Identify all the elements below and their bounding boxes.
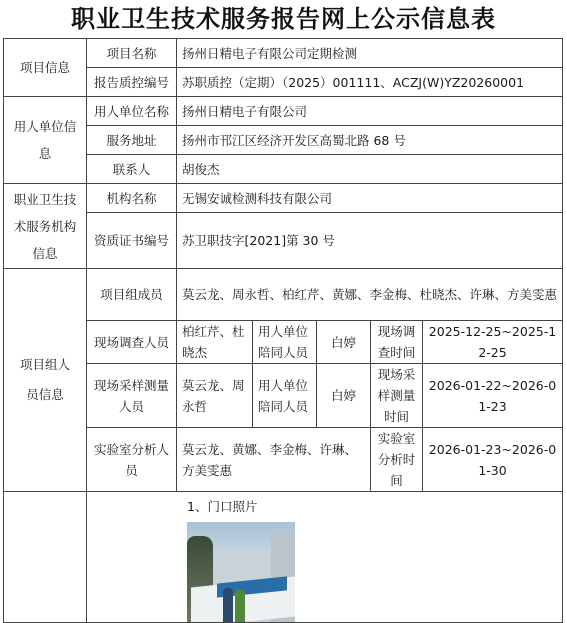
contact-value: 胡俊杰	[177, 155, 563, 184]
cert-no-label: 资质证书编号	[87, 213, 177, 269]
cert-no-value: 苏卫职技字[2021]第 30 号	[177, 213, 563, 269]
service-address-value: 扬州市邗江区经济开发区高蜀北路 68 号	[177, 126, 563, 155]
team-members-label: 项目组成员	[87, 269, 177, 321]
service-address-label: 服务地址	[87, 126, 177, 155]
project-name-value: 扬州日精电子有限公司定期检测	[177, 39, 563, 68]
agency-name-value: 无锡安诚检测科技有限公司	[177, 184, 563, 213]
agency-name-label: 机构名称	[87, 184, 177, 213]
lab-staff-value: 莫云龙、黄娜、李金梅、许琳、方美雯惠	[177, 428, 371, 492]
lab-time-label: 实验室分析时间	[371, 428, 423, 492]
page-title: 职业卫生技术服务报告网上公示信息表	[71, 5, 496, 33]
agency-group-label: 职业卫生技术服务机构信息	[4, 184, 87, 269]
disclosure-table	[3, 38, 563, 623]
employer-name-label: 用人单位名称	[87, 97, 177, 126]
photo-left-cell	[4, 492, 87, 623]
project-group-label: 项目信息	[4, 39, 87, 97]
survey-time-value: 2025-12-25~2025-12-25	[423, 321, 563, 364]
project-name-label: 项目名称	[87, 39, 177, 68]
survey-staff-label: 现场调查人员	[87, 321, 177, 364]
lab-time-value: 2026-01-23~2026-01-30	[423, 428, 563, 492]
contact-label: 联系人	[87, 155, 177, 184]
survey-time-label: 现场调查时间	[371, 321, 423, 364]
sampling-time-value: 2026-01-22~2026-01-23	[423, 364, 563, 428]
sampling-staff-label: 现场采样测量人员	[87, 364, 177, 428]
report-no-value: 苏职质控（定期）（2025）001111、ACZJ(W)YZ20260001	[177, 68, 563, 97]
survey-escort-label: 用人单位陪同人员	[253, 321, 317, 364]
sampling-staff-value: 莫云龙、周永哲	[177, 364, 253, 428]
employer-name-value: 扬州日精电子有限公司	[177, 97, 563, 126]
employer-group-label: 用人单位信息	[4, 97, 87, 184]
survey-staff-value: 柏红芹、杜晓杰	[177, 321, 253, 364]
gate-photo	[187, 522, 295, 622]
sampling-time-label: 现场采样测量时间	[371, 364, 423, 428]
team-group-label: 项目组人员信息	[4, 269, 87, 492]
sampling-escort-label: 用人单位陪同人员	[253, 364, 317, 428]
team-members-value: 莫云龙、周永哲、柏红芹、黄娜、李金梅、杜晓杰、许琳、方美雯惠	[177, 269, 563, 321]
lab-staff-label: 实验室分析人员	[87, 428, 177, 492]
report-no-label: 报告质控编号	[87, 68, 177, 97]
photo-caption: 1、门口照片	[187, 499, 258, 514]
survey-escort-value: 白婷	[317, 321, 371, 364]
sampling-escort-value: 白婷	[317, 364, 371, 428]
photo-cell	[87, 492, 563, 623]
